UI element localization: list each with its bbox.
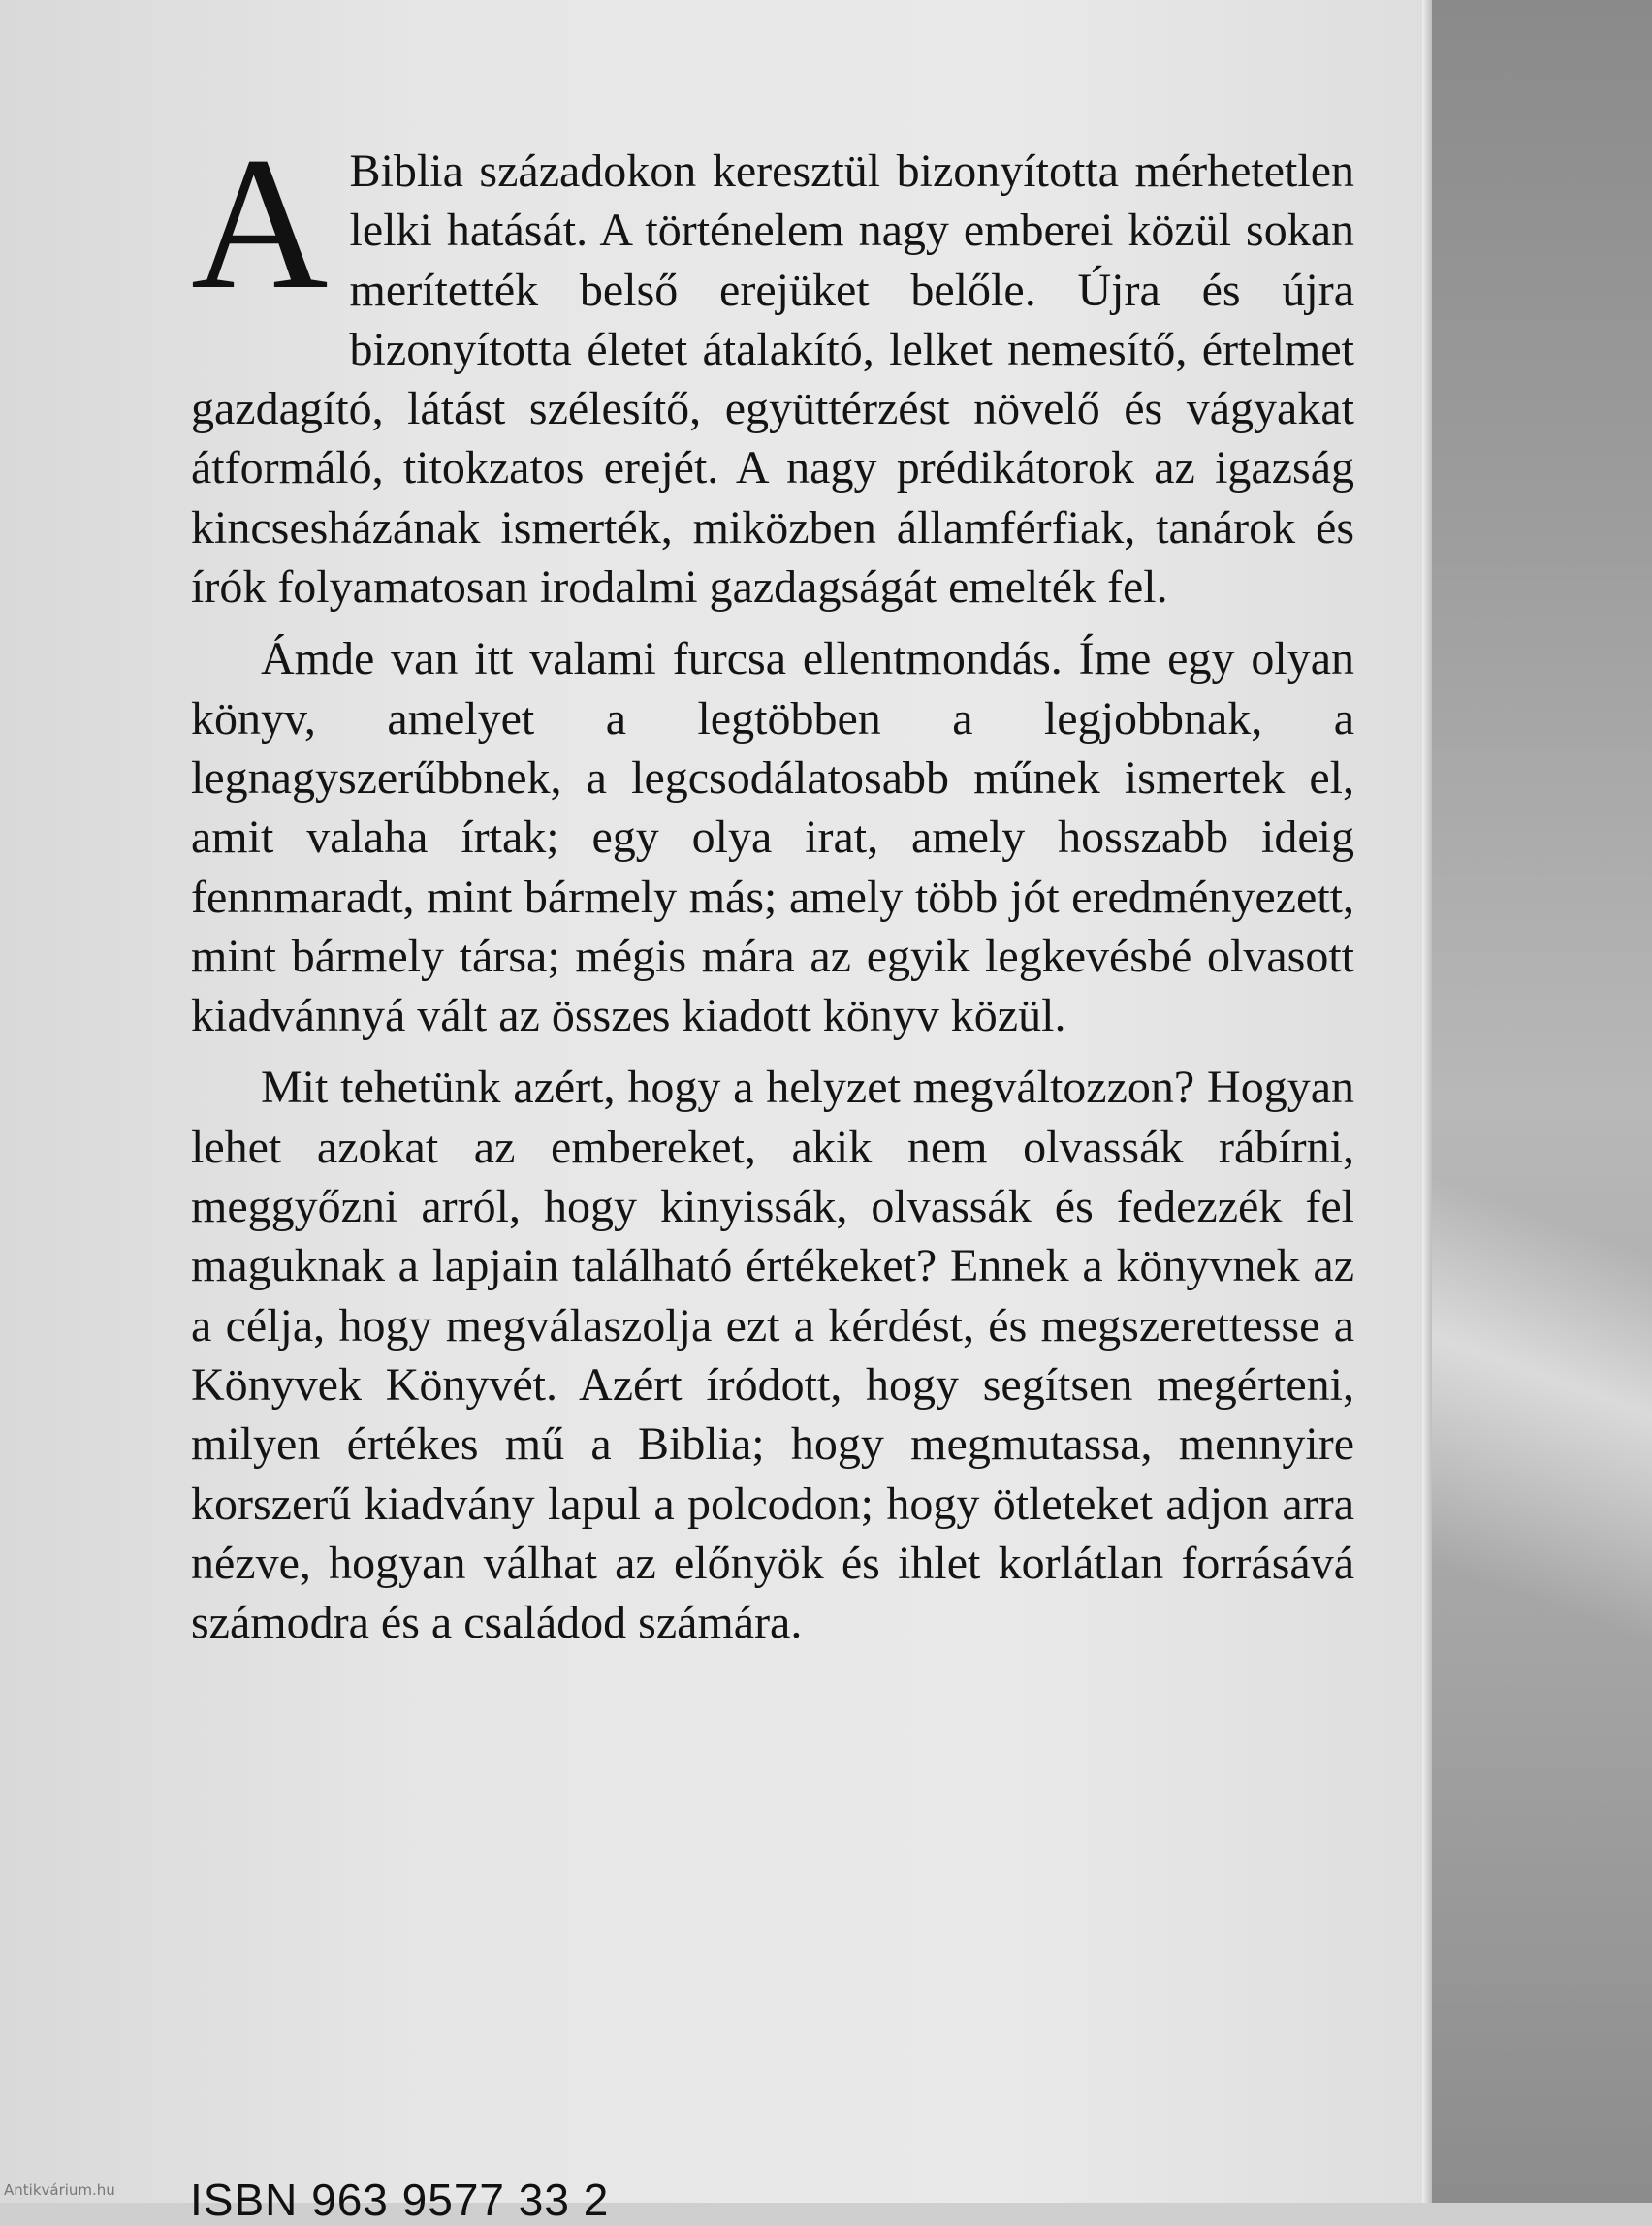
- background-surface: [1432, 0, 1652, 2203]
- body-text: [191, 118, 1354, 1652]
- paragraph-1: [191, 118, 1354, 617]
- paragraph-2: Ámde van itt valami furcsa ellentmondás. Íme egy olyan könyv, amelyet a legtöbben a legjobbnak, a legnagyszerűbbnek, a legcsodálatosabb műnek ismertek el, amit valaha írtak; egy olya irat, amely hosszabb ideig fennmaradt, mint bármely más; amely több jót eredményezett, mint bármely társa; mégis mára az egyik legkevésbé olvasott kiadvánnyá vált az összes kiadott könyv közül.: [191, 633, 1354, 1042]
- watermark: Antikvárium.hu: [4, 2181, 115, 2199]
- drop-cap: A: [191, 118, 329, 329]
- isbn-number: ISBN 963 9577 33 2: [190, 2175, 610, 2225]
- paragraph-1-text: Biblia századokon keresztül bizonyította mérhetetlen lelki hatását. A történelem nagy emberei közül sokan merítették belső erejüket belőle. Újra és újra bizonyította életet átalakító, lelket nemesítő, értelmet gazdagító, látást szélesítő, együttérzést növelő és vágyakat átformáló, titokzatos erejét. A nagy prédikátorok az igazság kincsesházának ismerték, miközben államférfiak, tanárok és írók folyamatosan irodalmi gazdagságát emelték fel.: [191, 145, 1354, 614]
- page-edge: [1422, 0, 1432, 2203]
- paragraph-3: Mit tehetünk azért, hogy a helyzet megváltozzon? Hogyan lehet azokat az embereket, akik nem olvassák rábírni, meggyőzni arról, hogy kinyissák, olvassák és fedezzék fel maguknak a lapjain található értékeket? Ennek a könyvnek az a célja, hogy megválaszolja ezt a kérdést, és megszerettesse a Könyvek Könyvét. Azért íródott, hogy segítsen megérteni, milyen értékes mű a Biblia; hogy megmutassa, mennyire korszerű kiadvány lapul a polcodon; hogy ötleteket adjon arra nézve, hogyan válhat az előnyök és ihlet korlátlan forrásává számodra és a családod számára.: [191, 1062, 1354, 1649]
